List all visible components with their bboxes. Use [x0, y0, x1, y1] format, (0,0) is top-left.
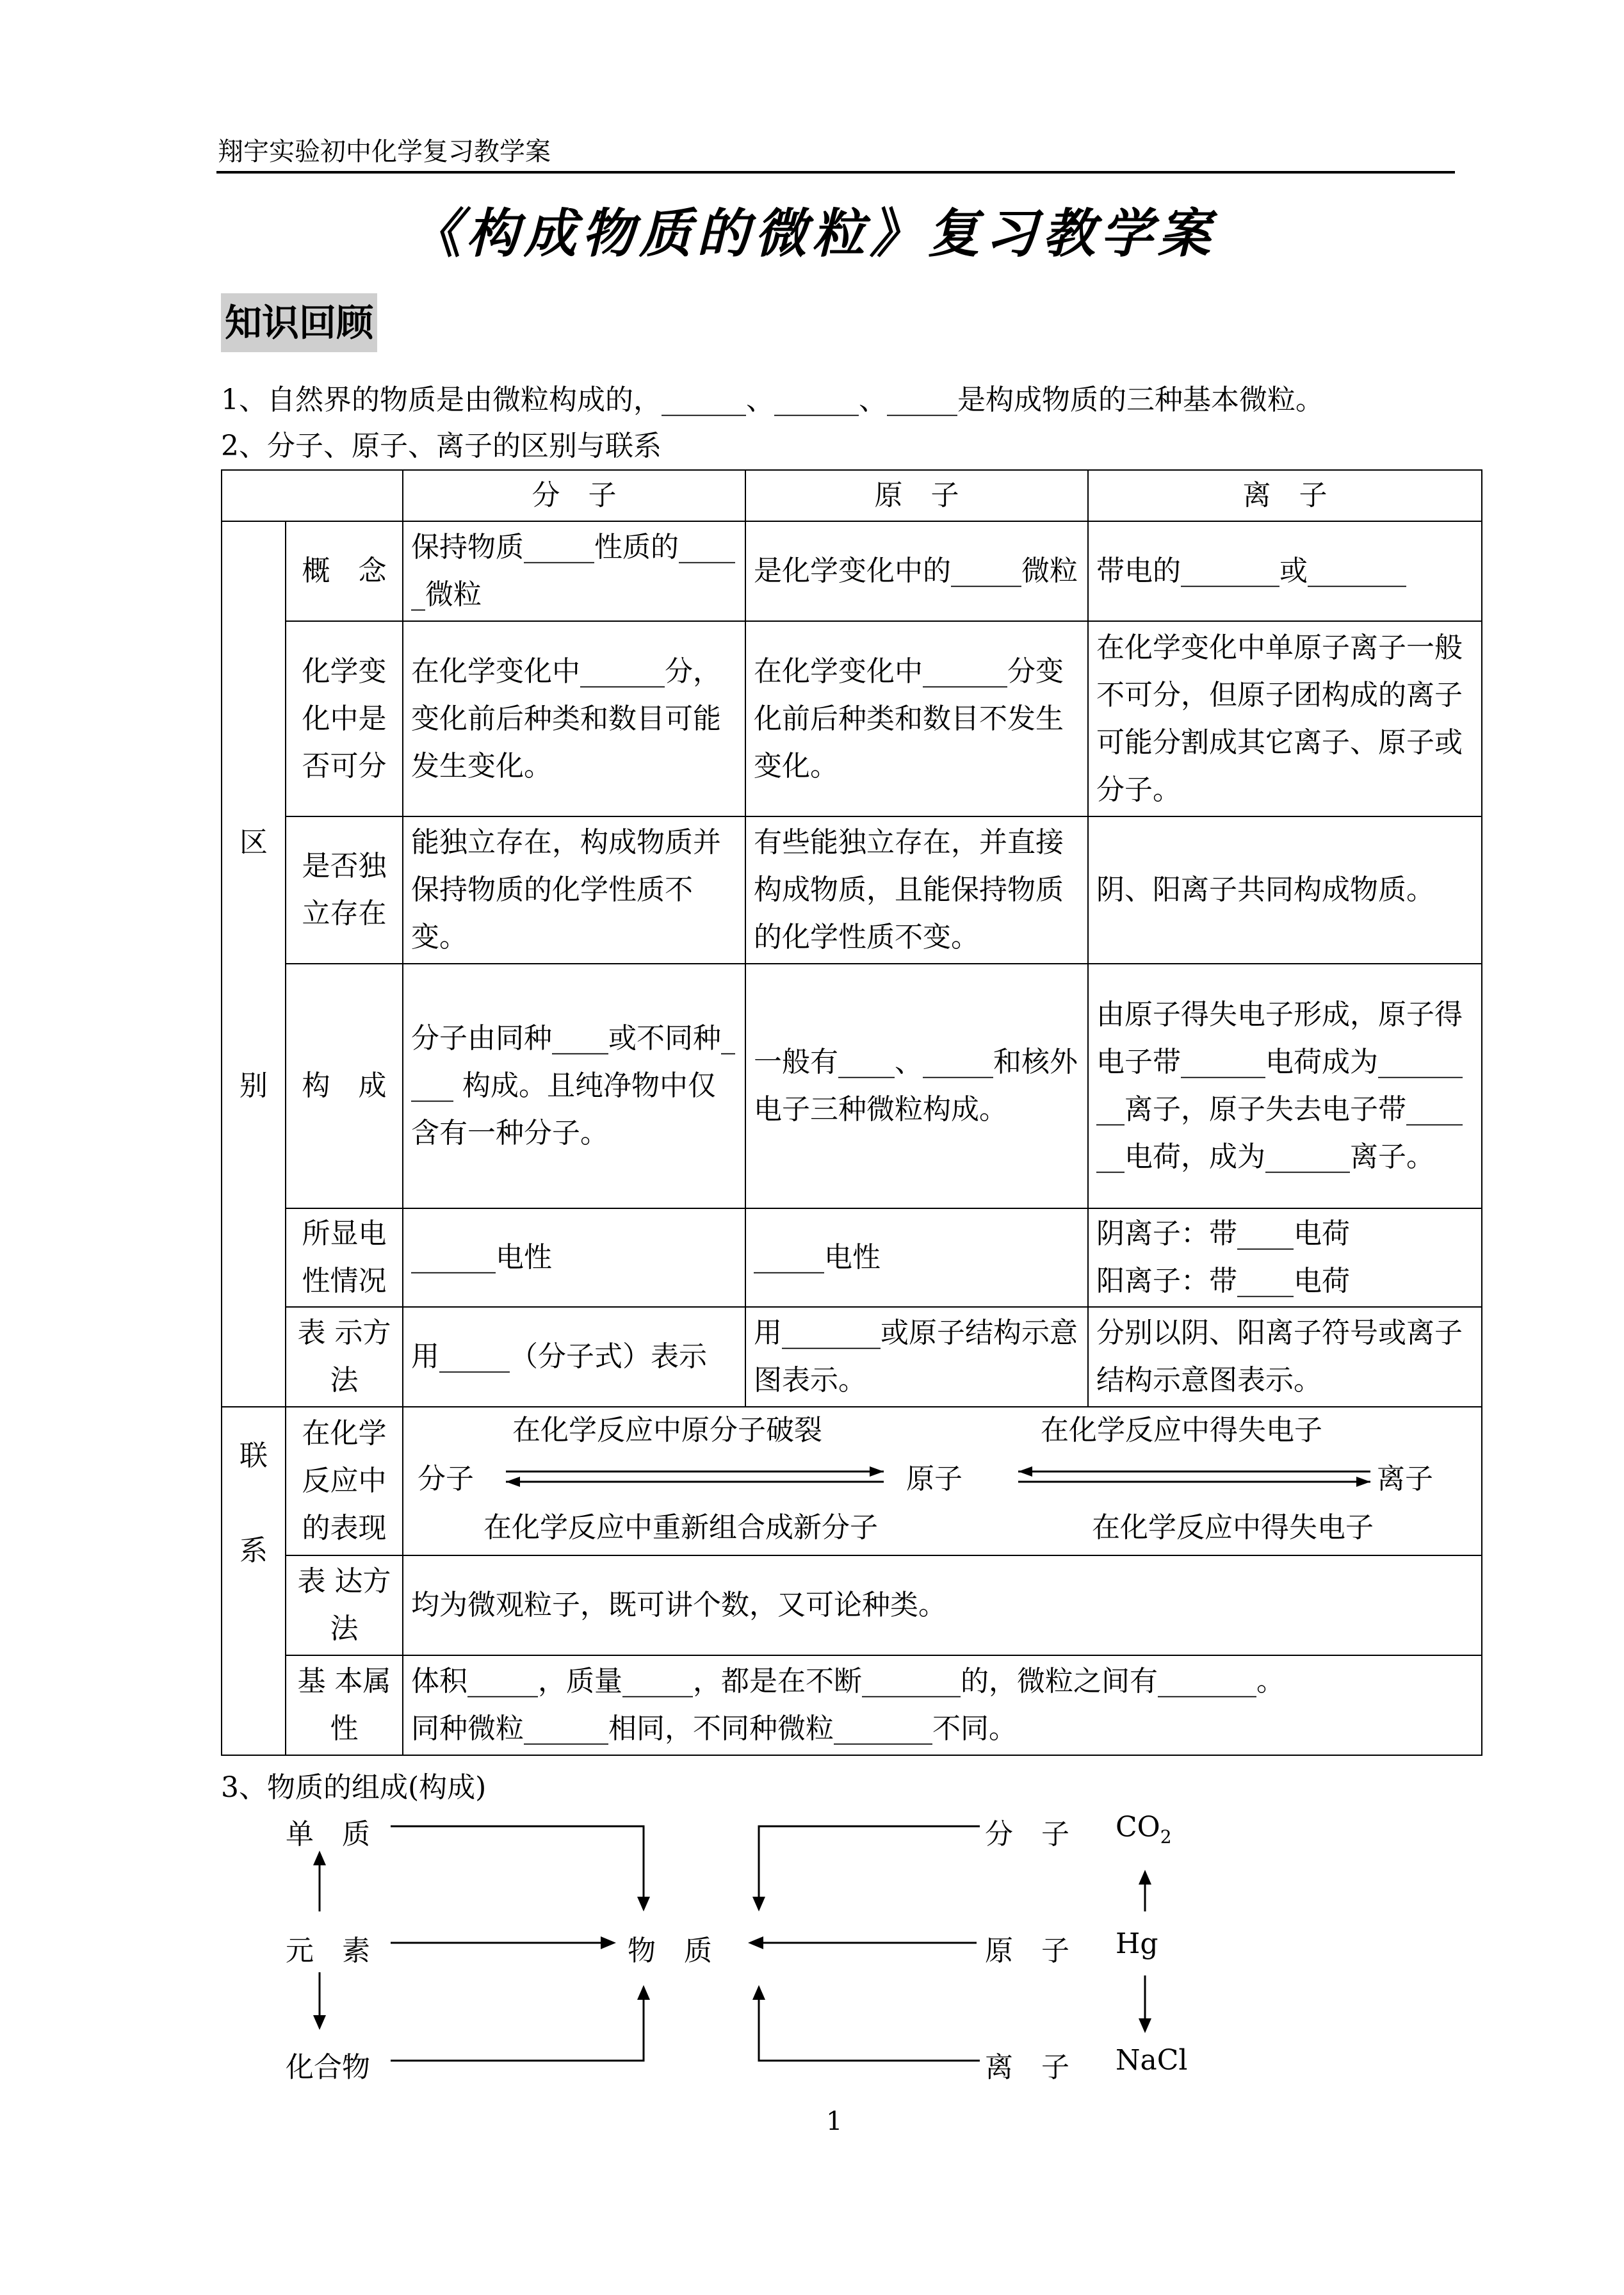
cell-composition-molecule: 分子由同种____或不同种____ 构成。且纯净物中仅含有一种分子。 [403, 964, 745, 1208]
row-label-independent: 是否独立存在 [286, 816, 403, 964]
cell-notation-molecule: 用_____（分子式）表示 [403, 1307, 745, 1407]
diagram-ion: 离 子 [985, 2051, 1069, 2084]
table-row [222, 1555, 1482, 1655]
table-row [222, 816, 1482, 964]
question-1: 1、自然界的物质是由微粒构成的，______、______、_____是构成物质的三种基本微粒。 [221, 384, 1324, 416]
cell-concept-molecule: 保持物质_____性质的_____微粒 [403, 521, 745, 621]
table-row [222, 621, 1482, 816]
reaction-atom: 原子 [906, 1463, 962, 1495]
diagram-atom: 原 子 [985, 1934, 1069, 1967]
row-label-divisible: 化学变化中是否可分 [286, 621, 403, 816]
reaction-molecule: 分子 [418, 1463, 474, 1495]
diagram-substance: 物 质 [628, 1934, 712, 1967]
cell-expression: 均为微观粒子，既可讲个数，又可论种类。 [403, 1555, 1482, 1655]
header-atom: 原 子 [745, 470, 1088, 521]
header-blank [222, 470, 403, 521]
row-label-reaction: 在化学反应中的表现 [286, 1407, 403, 1555]
cell-concept-ion: 带电的_______或_______ [1088, 521, 1482, 621]
header-rule [216, 171, 1455, 174]
properties-line-2: 同种微粒______相同，不同种微粒_______不同。 [411, 1712, 1017, 1745]
charge-cation: 阳离子：带____电荷 [1096, 1265, 1350, 1297]
table-row [222, 1407, 1482, 1555]
cell-charge-ion [1088, 1208, 1482, 1307]
cell-composition-atom: 一般有____、_____和核外电子三种微粒构成。 [745, 964, 1088, 1208]
question-2: 2、分子、原子、离子的区别与联系 [221, 430, 662, 462]
cell-divisible-atom: 在化学变化中______分变化前后种类和数目不发生变化。 [745, 621, 1088, 816]
row-label-properties: 基 本属 性 [286, 1655, 403, 1755]
reaction-top-left: 在化学反应中原分子破裂 [512, 1414, 822, 1447]
reaction-ion: 离子 [1377, 1463, 1433, 1495]
reaction-cell [403, 1407, 1482, 1555]
cell-charge-molecule: ______电性 [403, 1208, 745, 1307]
co2-text: CO [1116, 1811, 1160, 1844]
section-title: 知识回顾 [221, 293, 377, 352]
group-diff-label: 区 别 [222, 521, 286, 1407]
diagram-simple-substance: 单 质 [286, 1818, 370, 1851]
table-row [222, 521, 1482, 621]
cell-properties [403, 1655, 1482, 1755]
cell-divisible-molecule: 在化学变化中______分，变化前后种类和数目可能发生变化。 [403, 621, 745, 816]
co2-subscript: 2 [1160, 1826, 1172, 1847]
table-row [222, 1208, 1482, 1307]
row-label-expression: 表 达方 法 [286, 1555, 403, 1655]
reaction-arrows [403, 1407, 1482, 1556]
table-row [222, 964, 1482, 1208]
comparison-table [221, 469, 1482, 1756]
diagram-co2 [1116, 1811, 1172, 1847]
group-link-label: 联系 [222, 1407, 286, 1755]
cell-independent-ion: 阴、阳离子共同构成物质。 [1088, 816, 1482, 964]
page-title: 《构成物质的微粒》复习教学案 [409, 203, 1215, 264]
row-label-concept: 概 念 [286, 521, 403, 621]
diagram-element: 元 素 [286, 1934, 370, 1967]
diagram-hg: Hg [1116, 1927, 1158, 1960]
charge-anion: 阴离子：带____电荷 [1096, 1217, 1350, 1250]
table-row [222, 1307, 1482, 1407]
header-molecule: 分 子 [403, 470, 745, 521]
cell-independent-atom: 有些能独立存在，并直接构成物质，且能保持物质的化学性质不变。 [745, 816, 1088, 964]
diagram-compound: 化合物 [286, 2051, 370, 2084]
row-label-composition: 构 成 [286, 964, 403, 1208]
diagram-nacl: NaCl [1116, 2044, 1188, 2077]
table-row [222, 1655, 1482, 1755]
properties-line-1: 体积_____，质量_____，都是在不断_______的，微粒之间有_______。 [411, 1665, 1285, 1698]
header-text: 翔宇实验初中化学复习教学案 [218, 137, 551, 166]
table-header-row [222, 470, 1482, 521]
reaction-bottom-left: 在化学反应中重新组合成新分子 [483, 1511, 878, 1544]
cell-charge-atom: _____电性 [745, 1208, 1088, 1307]
reaction-diagram [403, 1407, 1482, 1556]
question-3: 3、物质的组成(构成) [221, 1771, 487, 1804]
cell-concept-atom: 是化学变化中的_____微粒 [745, 521, 1088, 621]
page-number: 1 [826, 2107, 843, 2136]
reaction-top-right: 在化学反应中得失电子 [1041, 1414, 1322, 1447]
header-ion: 离 子 [1088, 470, 1482, 521]
cell-composition-ion: 由原子得失电子形成，原子得电子带______电荷成为________离子，原子失去电子带______电荷，成为______离子。 [1088, 964, 1482, 1208]
row-label-notation: 表 示方 法 [286, 1307, 403, 1407]
reaction-bottom-right: 在化学反应中得失电子 [1092, 1511, 1374, 1544]
row-label-charge: 所显电性情况 [286, 1208, 403, 1307]
cell-notation-ion: 分别以阴、阳离子符号或离子结构示意图表示。 [1088, 1307, 1482, 1407]
cell-notation-atom: 用_______或原子结构示意图表示。 [745, 1307, 1088, 1407]
cell-divisible-ion: 在化学变化中单原子离子一般不可分，但原子团构成的离子可能分割成其它离子、原子或分子。 [1088, 621, 1482, 816]
diagram-molecule: 分 子 [985, 1818, 1069, 1851]
cell-independent-molecule: 能独立存在，构成物质并保持物质的化学性质不变。 [403, 816, 745, 964]
